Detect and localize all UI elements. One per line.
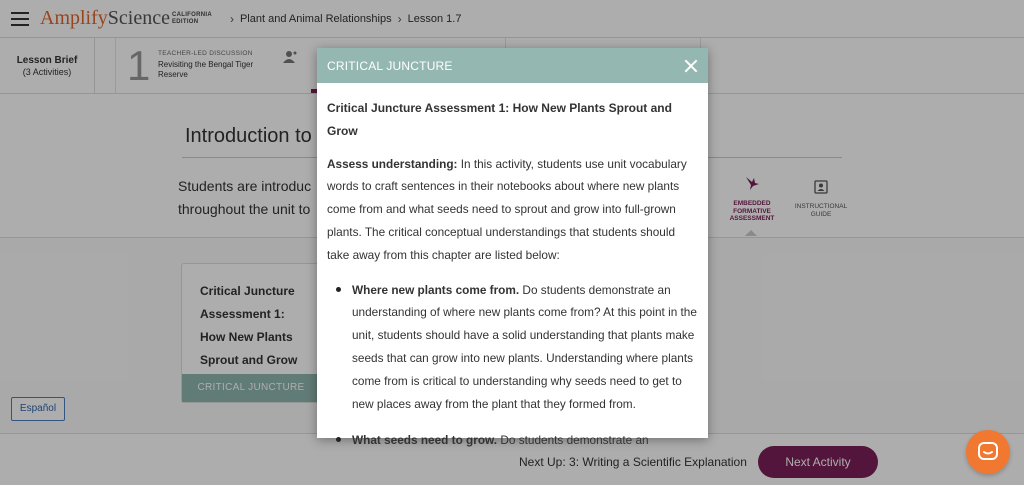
logo-amplify-text: Amplify	[40, 7, 108, 29]
understandings-list	[327, 279, 697, 453]
next-activity-button[interactable]: Next Activity	[758, 446, 878, 478]
tab-guide-label: INSTRUCTIONAL GUIDE	[794, 203, 848, 218]
activity-type: TEACHER-LED DISCUSSION	[158, 50, 253, 57]
modal-body[interactable]	[317, 83, 708, 452]
card-title: Critical Juncture Assessment 1: How New Plants Sprout and Grow	[200, 284, 298, 367]
lesson-brief-title: Lesson Brief	[16, 55, 78, 66]
chevron-right-icon: ›	[397, 11, 402, 26]
lesson-brief-count: (3 Activities)	[22, 67, 72, 77]
logo-edition-line1: CALIFORNIA	[171, 11, 212, 18]
logo-science-text: Science	[107, 7, 170, 29]
list-item-bold: Where new plants come from.	[352, 282, 520, 297]
close-icon[interactable]	[684, 59, 698, 73]
logo-edition-line2: EDITION	[171, 18, 199, 25]
modal-title: CRITICAL JUNCTURE	[327, 58, 453, 73]
next-up-text: Next Up: 3: Writing a Scientific Explanation	[519, 455, 747, 469]
breadcrumb-lesson[interactable]: Lesson 1.7	[407, 12, 462, 25]
activity-intro-text: Students are introduc throughout the unit to	[178, 178, 312, 217]
breadcrumb-unit[interactable]: Plant and Animal Relationships	[239, 12, 392, 25]
chat-launcher-button[interactable]	[966, 430, 1010, 474]
activity-title: Revisiting the Bengal Tiger Reserve	[158, 60, 254, 79]
list-item-text: Do students demonstrate an	[497, 433, 649, 448]
chevron-right-icon: ›	[229, 11, 234, 26]
list-item	[327, 429, 697, 452]
espanol-button[interactable]: Español	[11, 397, 65, 421]
assess-understanding-paragraph	[327, 153, 697, 267]
assess-understanding-text: In this activity, students use unit vocabulary words to craft sentences in their notebooks about where new plants come from and what seeds need to sprout and grow into full-grown plants. The critical conceptual understandings that students should take away from this chapter are listed below:	[327, 156, 687, 262]
modal-header	[317, 48, 708, 83]
activity-number: 1	[127, 42, 151, 89]
card-footer-label: CRITICAL JUNCTURE	[182, 374, 320, 402]
list-item-text: Do students demonstrate an understanding of where new plants come from? At this point in the unit, students should have a solid understanding that plants make seeds that can grow into new plants. Understanding where plants come from is critical to understanding why seeds need to get to new places away from the plant that they formed from.	[352, 282, 697, 411]
critical-juncture-modal	[317, 48, 708, 448]
list-item	[327, 279, 697, 416]
tab-embedded-label: EMBEDDED FORMATIVE ASSESSMENT	[729, 200, 775, 222]
modal-heading: Critical Juncture Assessment 1: How New Plants Sprout and Grow	[327, 101, 672, 138]
assess-understanding-label: Assess understanding:	[327, 156, 458, 171]
activity-heading: Introduction to	[185, 125, 312, 147]
chat-icon	[977, 441, 999, 463]
list-item-bold: What seeds need to grow.	[352, 433, 498, 448]
